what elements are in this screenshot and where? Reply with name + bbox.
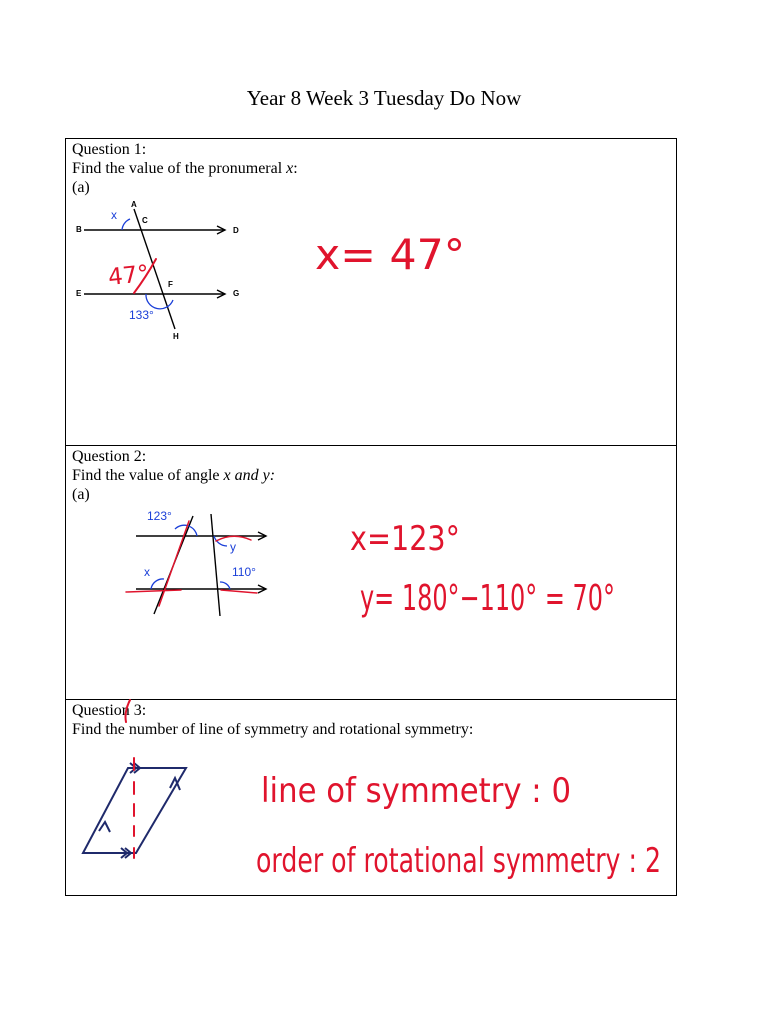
label-110: 110° [232,565,256,579]
page-title: Year 8 Week 3 Tuesday Do Now [246,86,522,110]
svg-text:x=123°: x=123° [350,519,460,559]
label-B: B [76,225,82,234]
svg-text:y= 180°−110° = 70°: y= 180°−110° = 70° [360,578,615,619]
question-3-heading: Question 3: [72,702,147,719]
q2-answers [346,506,646,636]
question-2-text [72,447,275,504]
question-1-instruction: Find the value of the pronumeral x: [72,160,298,177]
label-A: A [131,200,137,209]
parallel-lines-diagram [74,197,249,347]
red-trace-4 [221,590,257,593]
label-H: H [173,332,179,341]
red-trace-2 [159,521,189,606]
svg-text:x= 47°: x= 47° [315,230,465,279]
label-F: F [168,280,173,289]
label-D: D [233,226,239,235]
label-123: 123° [147,509,172,523]
question-3-box [65,699,677,896]
label-133: 133° [129,308,154,322]
question-1-heading: Question 1: [72,141,147,158]
svg-text:order of rotational symmetry :: order of rotational symmetry : 2 [256,841,661,881]
question-1-part: (a) [72,179,90,196]
red-mark-heading [126,700,131,722]
transversals-diagram [121,506,271,621]
question-2-part: (a) [72,486,90,503]
label-C: C [142,216,148,225]
label-E: E [76,289,82,298]
q3-answers [66,700,678,897]
label-x: x [144,565,150,579]
label-x: x [111,208,117,222]
svg-text:line of symmetry : 0: line of symmetry : 0 [261,771,571,811]
label-y: y [230,540,236,554]
label-G: G [233,289,240,298]
red-trace-1 [126,590,181,592]
question-1-box [65,138,677,446]
question-3-instruction: Find the number of line of symmetry and rotational symmetry: [72,721,474,738]
question-2-box [65,445,677,700]
question-2-heading: Question 2: [72,448,147,465]
question-2-instruction: Find the value of angle x and y: [72,467,276,484]
handwritten-47-angle: 47° [106,260,151,291]
question-1-text [72,140,298,197]
q1-answer [311,221,531,301]
